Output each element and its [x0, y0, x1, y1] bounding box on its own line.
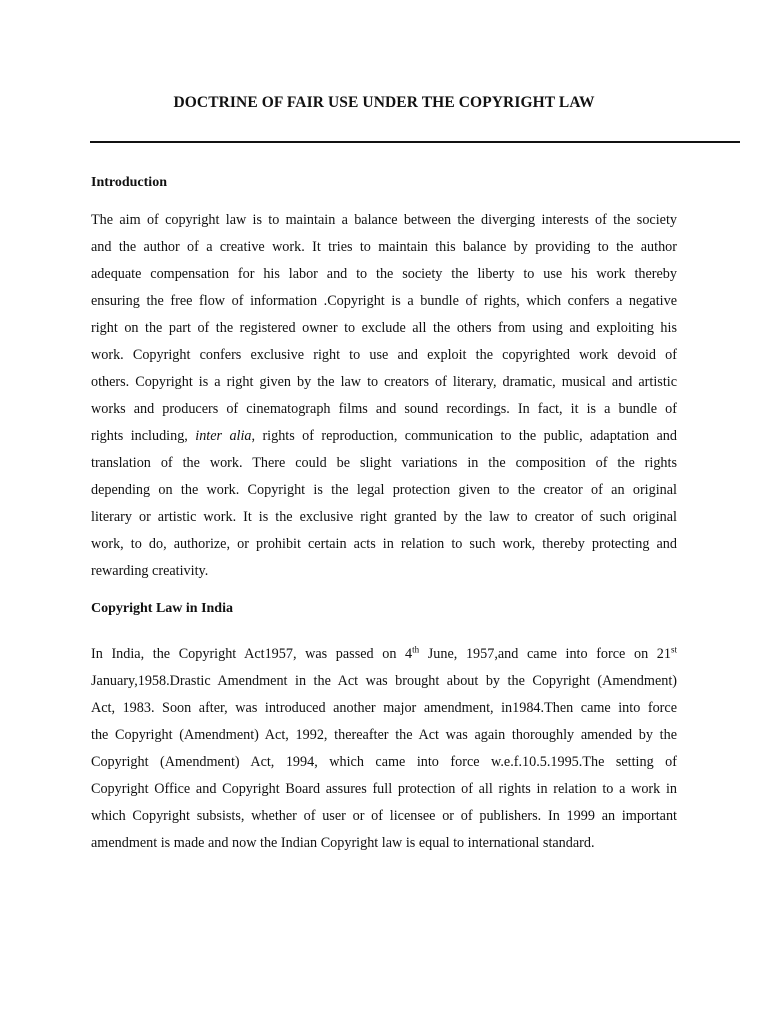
paragraph-line: literary or artistic work. It is the exclusive right granted by the law to creator of such original	[91, 509, 677, 525]
paragraph-line: ensuring the free flow of information .Copyright is a bundle of rights, which confers a negative	[91, 293, 677, 309]
paragraph-line: depending on the work. Copyright is the legal protection given to the creator of an original	[91, 482, 677, 498]
line-segment: rights including,	[91, 428, 196, 444]
paragraph-line: work, to do, authorize, or prohibit certain acts in relation to such work, thereby protecting and	[91, 536, 677, 552]
paragraph-line: Copyright Office and Copyright Board assures full protection of all rights in relation to a work in	[91, 781, 677, 797]
section-heading-copyright-law-in-india: Copyright Law in India	[91, 601, 233, 616]
paragraph-line: rewarding creativity.	[91, 563, 209, 579]
superscript-th: th	[412, 644, 420, 655]
paragraph-line: Act, 1983. Soon after, was introduced another major amendment, in1984.Then came into force	[91, 700, 677, 716]
italic-phrase: inter alia	[195, 428, 252, 444]
paragraph-line: others. Copyright is a right given by the law to creators of literary, dramatic, musical and artistic	[91, 374, 677, 390]
paragraph-line: work. Copyright confers exclusive right to use and exploit the copyrighted work devoid of	[91, 347, 677, 363]
paragraph-line: works and producers of cinematograph films and sound recordings. In fact, it is a bundle of	[91, 401, 677, 417]
paragraph-line: and the author of a creative work. It tries to maintain this balance by providing to the author	[91, 239, 677, 255]
line-segment: June, 1957,and came into force on 21	[419, 646, 671, 662]
paragraph-line: adequate compensation for his labor and to the society the liberty to use his work thereby	[91, 266, 677, 282]
paragraph-line: right on the part of the registered owner to exclude all the others from using and exploiting his	[91, 320, 677, 336]
line-segment: In India, the Copyright Act1957, was passed on 4	[91, 646, 413, 662]
superscript-st: st	[670, 644, 677, 655]
line-segment: , rights of reproduction, communication to the public, adaptation and	[251, 428, 677, 444]
paragraph-line: translation of the work. There could be slight variations in the composition of the rights	[91, 455, 677, 471]
paragraph-line: which Copyright subsists, whether of user or of licensee or of publishers. In 1999 an important	[91, 808, 677, 824]
introduction-paragraph	[91, 207, 677, 585]
paragraph-line: Copyright (Amendment) Act, 1994, which came into force w.e.f.10.5.1995.The setting of	[91, 754, 677, 770]
paragraph-line-with-superscripts	[91, 641, 677, 668]
document-title: DOCTRINE OF FAIR USE UNDER THE COPYRIGHT LAW	[173, 94, 595, 111]
india-paragraph	[91, 641, 677, 857]
title-divider	[90, 141, 740, 143]
paragraph-line: the Copyright (Amendment) Act, 1992, thereafter the Act was again thoroughly amended by the	[91, 727, 677, 743]
paragraph-line: January,1958.Drastic Amendment in the Act was brought about by the Copyright (Amendment)	[91, 673, 677, 689]
paragraph-line: The aim of copyright law is to maintain a balance between the diverging interests of the society	[91, 212, 677, 228]
paragraph-line: amendment is made and now the Indian Copyright law is equal to international standard.	[91, 835, 595, 851]
section-heading-introduction: Introduction	[91, 175, 167, 190]
paragraph-line-with-italic	[91, 423, 677, 450]
